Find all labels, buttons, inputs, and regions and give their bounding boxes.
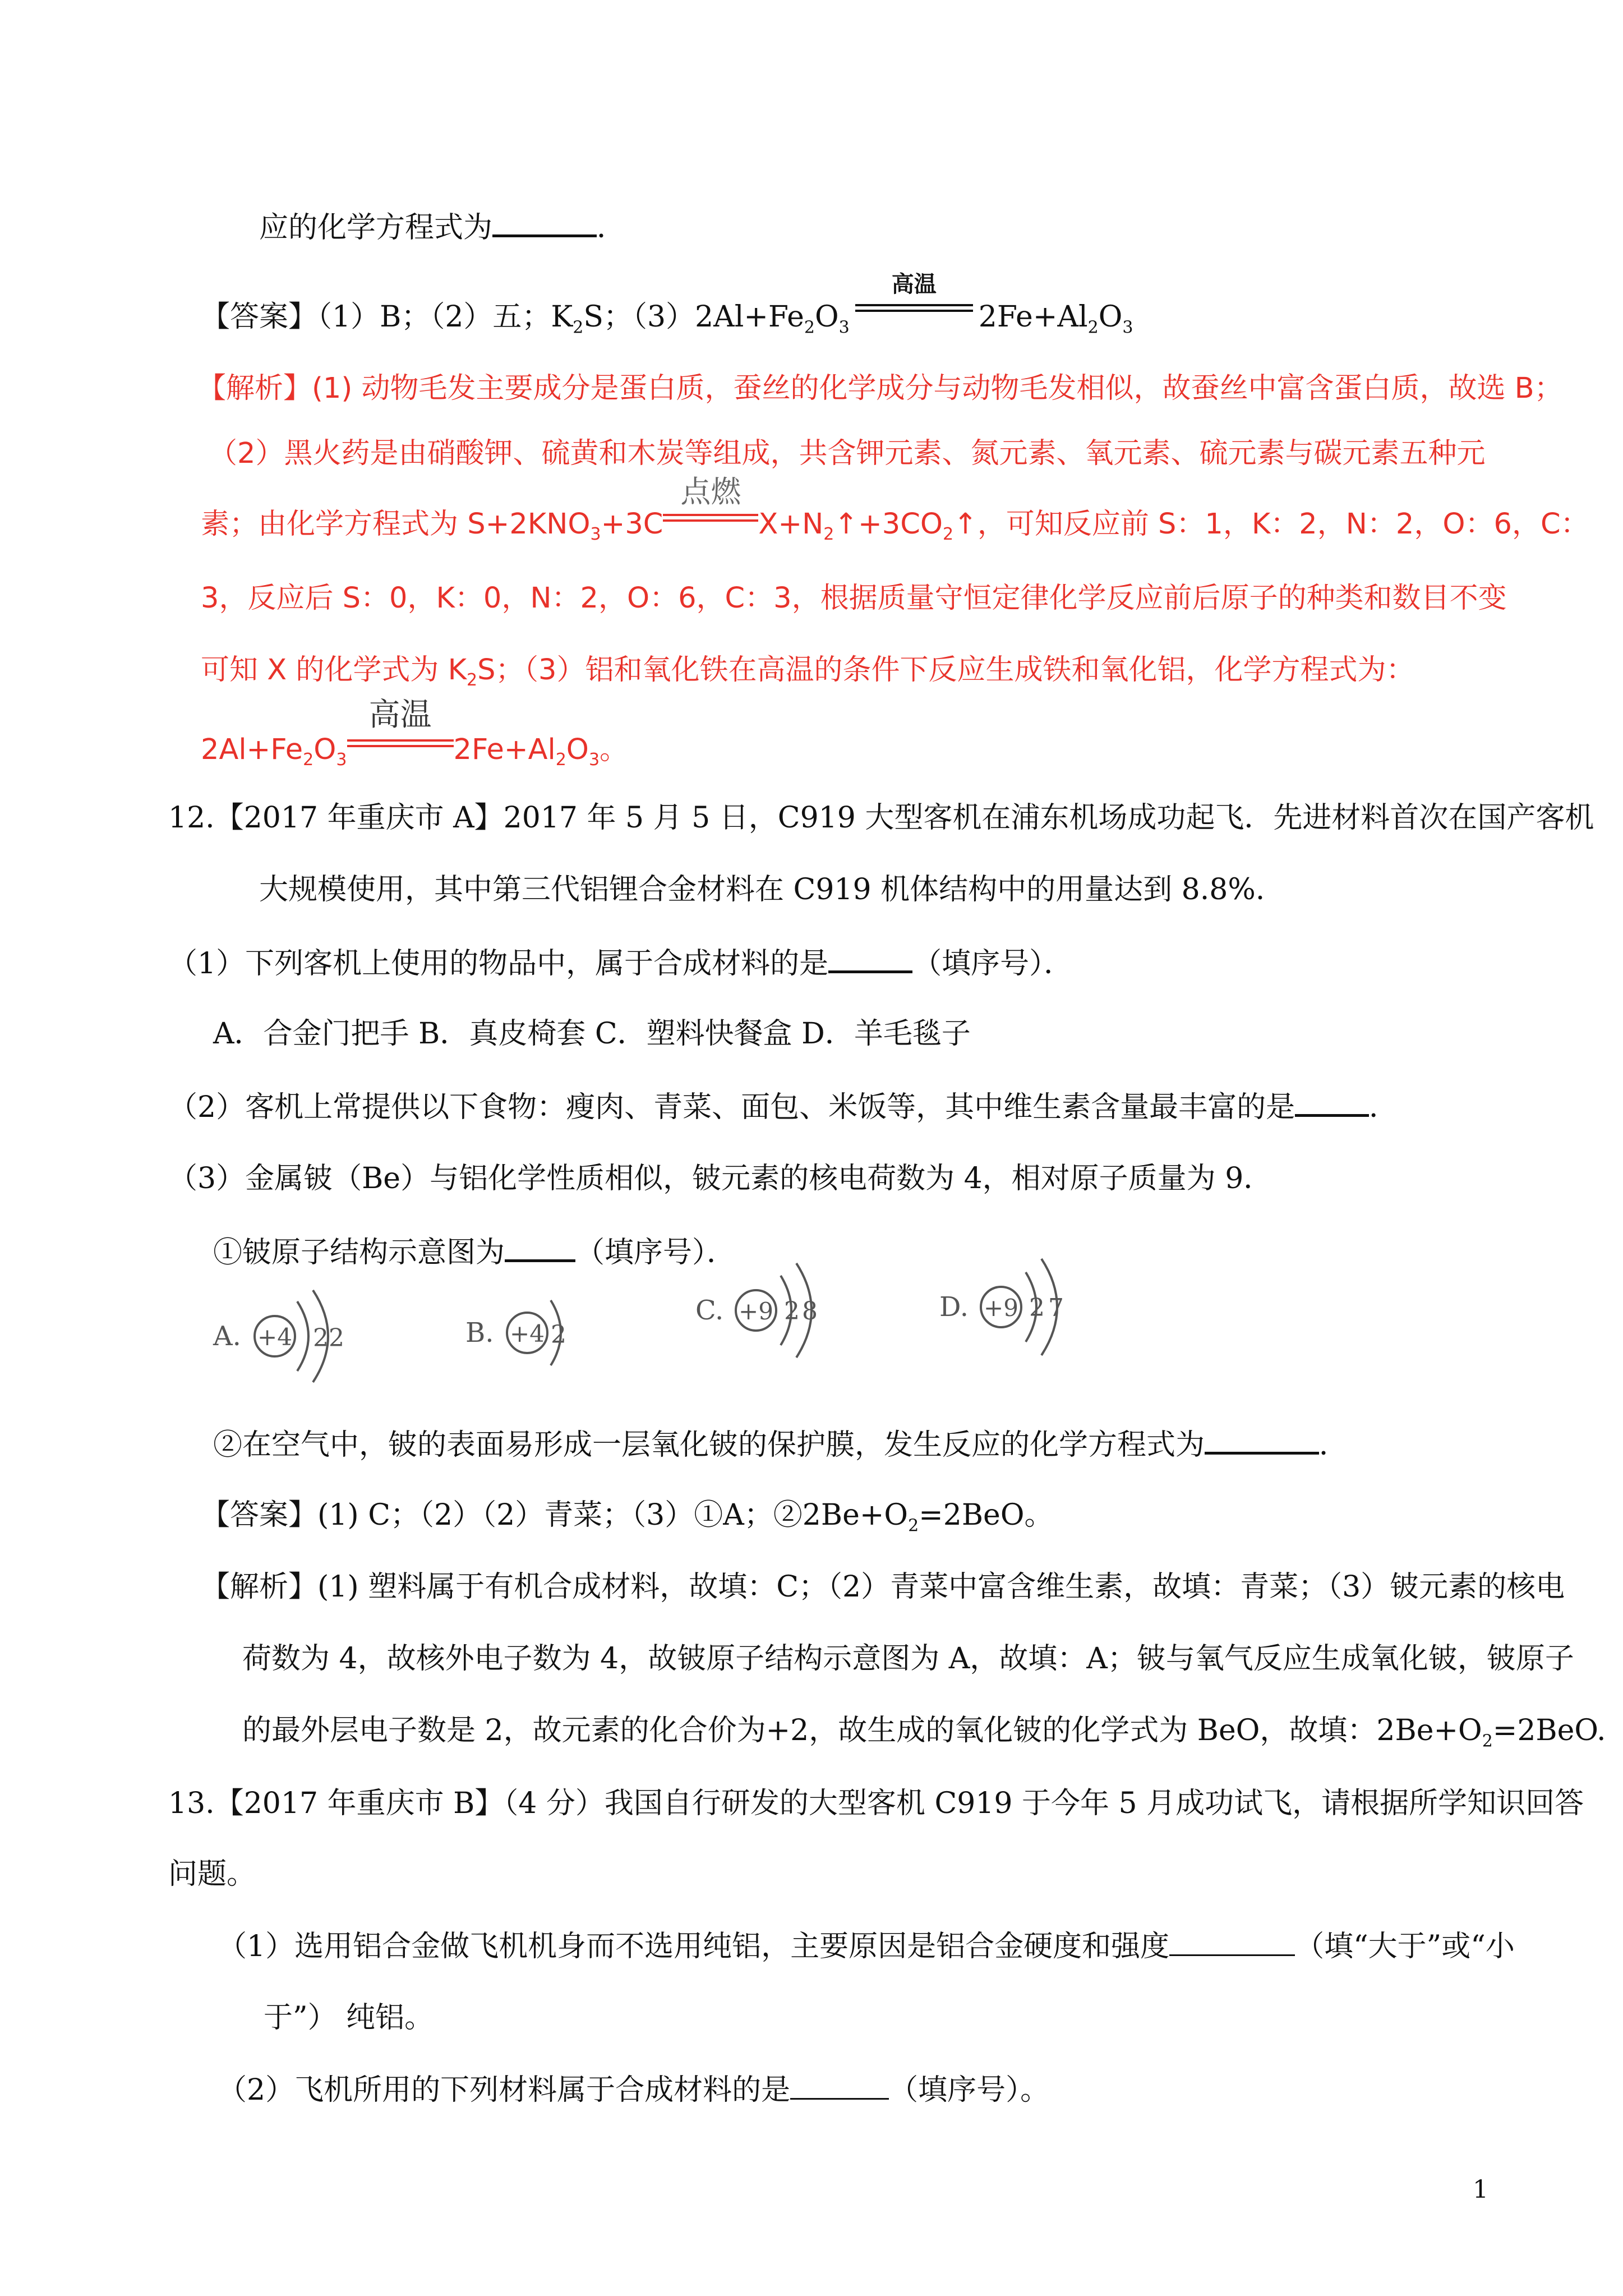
analysis-line: 可知 X 的化学式为 $K_2S$；（3）铝和氧化铁在高温的条件下反应生成铁和氧化铝，化学方程式为： xyxy=(201,654,1415,691)
answer-blank xyxy=(1205,1424,1319,1455)
atom-option-a xyxy=(213,1262,359,1408)
nucleus-charge: +4 xyxy=(257,1323,292,1351)
answer-blank xyxy=(790,2070,889,2100)
analysis-line: 的最外层电子数是 2，故元素的化合价为+2，故生成的氧化铍的化学式为 BeO，故填：$2Be+O_2=2BeO$. xyxy=(242,1714,1606,1751)
answer-blank xyxy=(828,942,912,973)
text-line: （2）客机上常提供以下食物：瘦肉、青菜、面包、米饭等，其中维生素含量最丰富的是 ． xyxy=(168,1086,1398,1127)
question-12-stem: 12.【2017 年重庆市 A】2017 年 5 月 5 日，C919 大型客机在浦东机场成功起飞．先进材料首次在国产客机 xyxy=(168,801,1594,835)
analysis-line: 【解析】(1) 塑料属于有机合成材料，故填：C；（2）青菜中富含维生素，故填：青菜；（3）铍元素的核电 xyxy=(201,1570,1565,1604)
answer-blank xyxy=(1169,1926,1295,1956)
text-line: 应的化学方程式为 ． xyxy=(259,206,626,247)
atom-option-b xyxy=(465,1262,611,1408)
text-line: （2）飞机所用的下列材料属于合成材料的是 （填序号）。 xyxy=(218,2070,1049,2110)
answer-blank xyxy=(1295,1086,1369,1117)
shell-electrons: 2 xyxy=(784,1297,800,1326)
page-number: 1 xyxy=(1473,2175,1488,2204)
options-line: A．合金门把手 B．真皮椅套 C．塑料快餐盒 D．羊毛毯子 xyxy=(213,1017,971,1051)
analysis-line: 素；由化学方程式为 $S+2KNO_3+3C$ 点燃 $X+N_2↑+3CO_2↑$，可知反应前 S：1，K：2，N：2，O：6，C： xyxy=(201,474,1589,545)
reaction-condition: 高温 xyxy=(855,300,973,339)
text-line: （1）下列客机上使用的物品中，属于合成材料的是 （填序号）． xyxy=(168,942,1073,983)
answer-line: 【答案】（1）B；（2）五；$K_2S$；$(3)2Al+Fe_2O_3$ 高温 $2Fe+Al_2O_3$ xyxy=(201,297,1133,339)
text-line: ②在空气中，铍的表面易形成一层氧化铍的保护膜，发生反应的化学方程式为 ． xyxy=(213,1424,1348,1465)
analysis-line: （2）黑火药是由硝酸钾、硫黄和木炭等组成，共含钾元素、氮元素、氧元素、硫元素与碳元素五种元 xyxy=(209,437,1486,470)
answer-line: 【答案】(1) C；（2）（2）青菜；（3）①A；$②2Be+O_2=2BeO$。 xyxy=(201,1498,1054,1536)
shell-electrons: 2 xyxy=(1029,1294,1045,1322)
reaction-condition: 点燃 xyxy=(663,506,758,545)
shell-electrons: 2 xyxy=(551,1320,566,1349)
question-13-stem: 13.【2017 年重庆市 B】（4 分）我国自行研发的大型客机 C919 于今年 5 月成功试飞，请根据所学知识回答 xyxy=(168,1787,1584,1820)
text-line: 于”） 纯铝。 xyxy=(264,2001,434,2035)
text-line: （3）金属铍（Be）与铝化学性质相似，铍元素的核电荷数为 4，相对原子质量为 9． xyxy=(168,1162,1273,1195)
analysis-line: 3，反应后 S：0，K：0，N：2，O：6，C：3，根据质量守恒定律化学反应前后原子的种类和数目不变 xyxy=(201,582,1507,615)
analysis-line: 荷数为 4，故核外电子数为 4，故铍原子结构示意图为 A，故填：A；铍与氧气反应生成氧化铍，铍原子 xyxy=(242,1642,1574,1676)
option-label: B. xyxy=(465,1317,494,1349)
text-line: （1）选用铝合金做飞机机身而不选用纯铝，主要原因是铝合金硬度和强度 （填“大于”或“小 xyxy=(218,1926,1515,1966)
option-label: A. xyxy=(213,1320,241,1352)
option-label: D. xyxy=(939,1291,969,1323)
text-line: ①铍原子结构示意图为 （填序号）． xyxy=(213,1231,736,1272)
analysis-line: $2Al+Fe_2O_3$ 高温 $2Fe+Al_2O_3$。 xyxy=(201,697,629,770)
text-line: 大规模使用，其中第三代铝锂合金材料在 C919 机体结构中的用量达到 8.8%. xyxy=(259,873,1265,907)
nucleus-charge: +9 xyxy=(984,1294,1018,1322)
shell-electrons: 2 xyxy=(313,1324,329,1352)
reaction-condition: 高温 xyxy=(347,731,454,771)
text-line: 问题。 xyxy=(168,1857,256,1891)
answer-blank xyxy=(505,1231,575,1262)
atom-option-d xyxy=(939,1236,1085,1382)
answer-blank xyxy=(492,206,597,237)
atom-option-c xyxy=(695,1240,841,1386)
nucleus-charge: +9 xyxy=(739,1297,773,1325)
analysis-line: 【解析】(1) 动物毛发主要成分是蛋白质，蚕丝的化学成分与动物毛发相似，故蚕丝中富含蛋白质，故选 B； xyxy=(197,372,1563,405)
shell-electrons: 8 xyxy=(802,1297,818,1326)
option-label: C. xyxy=(695,1295,724,1326)
shell-electrons: 7 xyxy=(1048,1294,1064,1322)
shell-electrons: 2 xyxy=(329,1324,344,1352)
nucleus-charge: +4 xyxy=(510,1320,545,1347)
